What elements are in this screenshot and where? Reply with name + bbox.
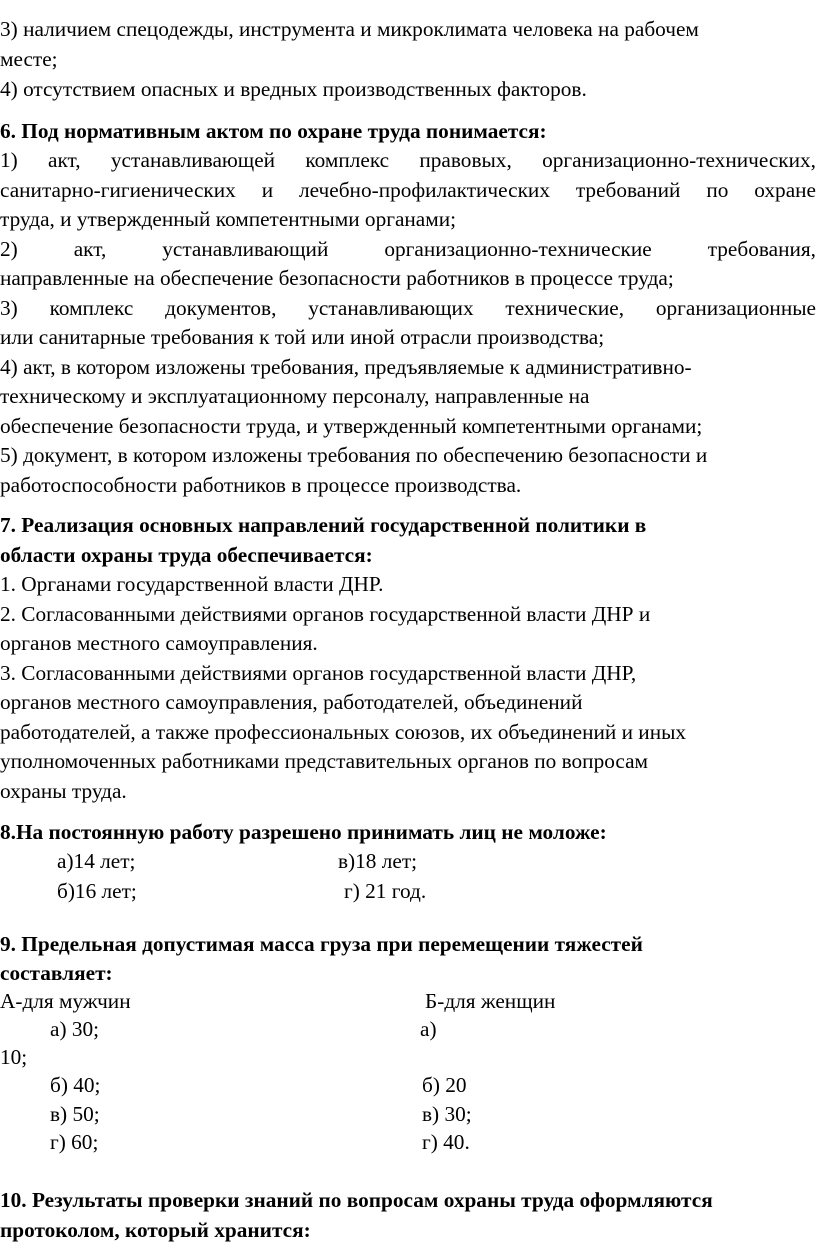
q6-option-5-line2: работоспособности работников в процессе производства. [0, 473, 522, 497]
q7-option-3-line5: охраны труда. [0, 779, 127, 803]
question-10-title-line2: протоколом, который хранится: [0, 1218, 311, 1242]
q9-women-option-g: г) 40. [422, 1130, 470, 1154]
q6-option-4-line3: обеспечение безопасности труда, и утвержденный компетентными органами; [0, 414, 703, 438]
q9-header-women: Б-для женщин [425, 989, 556, 1013]
q6-option-3-line2: или санитарные требования к той или иной отрасли производства; [0, 325, 605, 349]
q6-option-2-line1: 2) акт, устанавливающий организационно-технические требования, [0, 237, 816, 261]
q9-women-option-a: а) [420, 1017, 437, 1041]
question-10-title-line1: 10. Результаты проверки знаний по вопросам охраны труда оформляются [0, 1188, 713, 1212]
question-9-title-line2: составляет: [0, 961, 113, 985]
question-9-title-line1: 9. Предельная допустимая масса груза при перемещении тяжестей [0, 932, 643, 956]
q8-option-g: г) 21 год. [344, 879, 427, 903]
q9-men-option-b: б) 40; [50, 1073, 101, 1097]
q9-women-option-v: в) 30; [422, 1102, 472, 1126]
question-7-title-line1: 7. Реализация основных направлений государственной политики в [0, 513, 647, 537]
q9-men-option-v: в) 50; [50, 1102, 100, 1126]
q6-option-4-line1: 4) акт, в котором изложены требования, предъявляемые к административно- [0, 355, 692, 379]
q6-option-4-line2: техническому и эксплуатационному персоналу, направленные на [0, 384, 590, 408]
q5-option-4: 4) отсутствием опасных и вредных производственных факторов. [0, 77, 587, 101]
question-8-title: 8.На постоянную работу разрешено принимать лиц не моложе: [0, 820, 607, 844]
q7-option-2-line2: органов местного самоуправления. [0, 631, 318, 655]
q8-option-a: а)14 лет; [57, 849, 136, 873]
question-6-title: 6. Под нормативным актом по охране труда понимается: [0, 119, 547, 143]
q9-women-option-b: б) 20 [422, 1073, 467, 1097]
q7-option-2-line1: 2. Согласованными действиями органов государственной власти ДНР и [0, 602, 651, 626]
q8-option-b: б)16 лет; [57, 879, 137, 903]
q6-option-3-line1: 3) комплекс документов, устанавливающих технические, организационные [0, 296, 816, 320]
q9-header-men: А-для мужчин [0, 989, 131, 1013]
question-7-title-line2: области охраны труда обеспечивается: [0, 543, 373, 567]
q9-men-option-g: г) 60; [50, 1130, 99, 1154]
q6-option-1-line3: труда, и утвержденный компетентными органами; [0, 207, 457, 231]
q9-men-option-a: а) 30; [50, 1017, 100, 1041]
q9-women-option-a-value: 10; [0, 1045, 28, 1069]
q7-option-3-line4: уполномоченных работниками представительных органов по вопросам [0, 749, 649, 773]
q7-option-3-line3: работодателей, а также профессиональных союзов, их объединений и иных [0, 720, 687, 744]
q7-option-3-line1: 3. Согласованными действиями органов государственной власти ДНР, [0, 661, 637, 685]
q6-option-1-line2: санитарно-гигиенических и лечебно-профилактических требований по охране [0, 178, 816, 202]
q6-option-5-line1: 5) документ, в котором изложены требования по обеспечению безопасности и [0, 443, 708, 467]
q7-option-3-line2: органов местного самоуправления, работодателей, объединений [0, 690, 583, 714]
q6-option-2-line2: направленные на обеспечение безопасности работников в процессе труда; [0, 266, 674, 290]
q5-option-3-line2: месте; [0, 47, 58, 71]
q7-option-1: 1. Органами государственной власти ДНР. [0, 572, 384, 596]
q6-option-1-line1: 1) акт, устанавливающей комплекс правовых, организационно-технических, [0, 148, 816, 172]
q8-option-v: в)18 лет; [338, 849, 418, 873]
q5-option-3-line1: 3) наличием спецодежды, инструмента и микроклимата человека на рабочем [0, 17, 699, 41]
